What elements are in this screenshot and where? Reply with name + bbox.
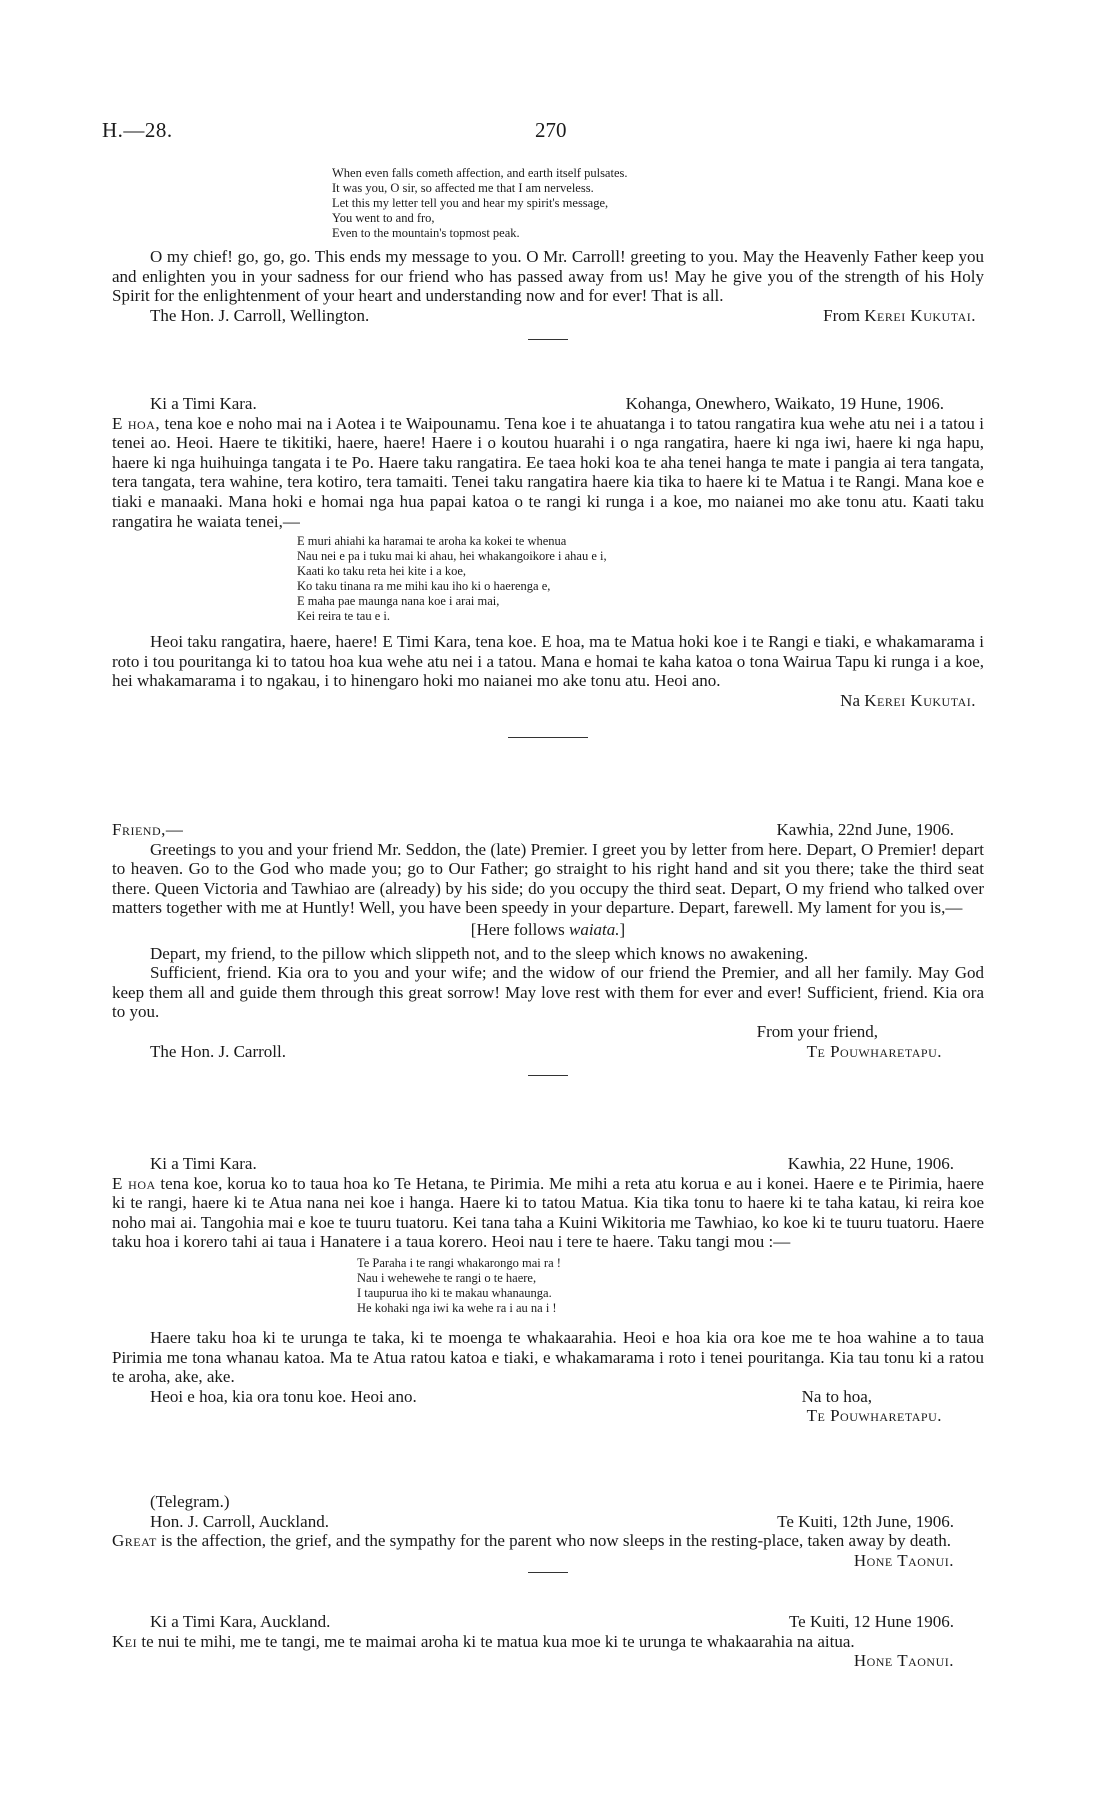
letter-heading (112, 1512, 984, 1532)
poem-line: Te Paraha i te rangi whakarongo mai ra ! (357, 1255, 561, 1270)
poem-line: Let this my letter tell you and hear my spirit's message, (332, 196, 609, 210)
addressee: Ki a Timi Kara, Auckland. (150, 1612, 331, 1631)
closing: From your friend, (756, 1021, 878, 1041)
section-divider (528, 1075, 568, 1076)
poem-line: When even falls cometh affection, and earth itself pulsates. (332, 166, 628, 180)
poem-line: Nau nei e pa i tuku mai ki ahau, hei whakangoikore i ahau e i, (297, 549, 607, 564)
section-kerei-maori (112, 394, 984, 738)
addressee: The Hon. J. Carroll, Wellington. (150, 305, 370, 325)
signature-line: From Kerei Kukutai. (823, 305, 976, 325)
letter-footer (112, 1042, 984, 1062)
letter-paragraph: Kei te nui te mihi, me te tangi, me te maimai aroha ki te matua kua moe ki te urunga te whakaarahia na aitua. (112, 1631, 855, 1651)
signature: Kerei Kukutai. (864, 305, 976, 325)
poem-line: Ko taku tinana ra me mihi kau iho ki o haerenga e, (297, 579, 551, 594)
place-date: Kohanga, Onewhero, Waikato, 19 Hune, 1906. (625, 394, 944, 413)
place-date: Te Kuiti, 12th June, 1906. (777, 1511, 954, 1531)
letter-paragraph: Depart, my friend, to the pillow which slippeth not, and to the sleep which knows no awakening. (150, 943, 809, 963)
salutation: Ki a Timi Kara. (150, 394, 257, 413)
letter-paragraph: Greetings to you and your friend Mr. Seddon, the (late) Premier. I greet you by letter from here. Depart, O Premier! depart to heaven. Go to the God who made you; go to Our Father; go straight to his right hand and sit you there; take the third seat there. Queen Victoria and Tawhiao are (already) by his side; do you occupy the third seat. Depart, O my friend who talked over matters together with me at Huntly! Well, you have been speedy in your departure. Depart, farewell. My lament for you is,— (112, 839, 984, 918)
lead-words: E hoa, (112, 413, 161, 433)
signature-line (112, 1551, 984, 1571)
section-pouwharetapu-maori (112, 1154, 984, 1426)
poem-line: You went to and fro, (332, 211, 435, 225)
addressee: Hon. J. Carroll, Auckland. (150, 1511, 329, 1531)
letter-paragraph: Heoi taku rangatira, haere, haere! E Timi Kara, tena koe. E hoa, ma te Matua hoki koe i te Rangi e tiaki, e whakamarama i roto i tou pouritanga ki to tatou hoa kua wehe atu nei i a tatou. Mana e homai te kaha katoa o tona Wairua Tapu ki runga i a koe, hei whakamarama i to ngakau, i to hinengaro hoki mo naianei mo ake tonu atu. Heoi ano. (112, 632, 984, 691)
poem-line: He kohaki nga iwi ka wehe ra i au na i ! (357, 1300, 557, 1315)
signature: Te Pouwharetapu. (806, 1406, 942, 1426)
poem-translation (112, 166, 984, 241)
signature-line (112, 1406, 984, 1426)
letter-heading (112, 1612, 984, 1632)
document-reference: H.—28. (102, 118, 173, 142)
section-divider (528, 339, 568, 340)
signature-line (112, 1651, 984, 1671)
lead-words: Great (112, 1531, 157, 1551)
poem-line: Even to the mountain's topmost peak. (332, 226, 520, 240)
waiata (112, 1256, 984, 1316)
place-date: Kawhia, 22 Hune, 1906. (787, 1154, 954, 1173)
section-divider (528, 1572, 568, 1573)
letter-heading (112, 1154, 984, 1174)
poem-line: Nau i wehewehe te rangi o te haere, (357, 1270, 537, 1285)
lead-words: Kei (112, 1631, 138, 1651)
poem-line: E maha pae maunga nana koe i arai mai, (297, 594, 500, 609)
lead-words: E hoa (112, 1173, 156, 1193)
letter-closing (112, 1387, 984, 1407)
poem-line: Kei reira te tau e i. (297, 609, 391, 624)
closing-right: Na to hoa, (801, 1386, 872, 1406)
section-friend-english (112, 820, 984, 1076)
signature: Hone Taonui. (853, 1651, 954, 1671)
letter-paragraph: E hoa tena koe, korua ko to taua hoa ko Te Hetana, te Pirimia. Me mihi a reta atu korua e au i konei. Haere e te Pirimia, haere ki te rangi, haere ki te Atua nana nei koe i hanga. Haere ki to tatou Matua. Kia tika tonu to haere ki te taha katau, ki reira koe noho mai ai. Tangohia mai e koe te tuuru tuatoru. Kei tana taha a Kuini Wikitoria me Tawhiao, ko koe ki te tuuru tuatoru. Haere taku hoa i korero tahi ai taua i Hanatere i a taua korero. Heoi nau i tere te haere. Taku tangi mou :— (112, 1173, 984, 1252)
section-telegram-english (112, 1492, 984, 1573)
letter-footer (112, 306, 984, 326)
salutation: Ki a Timi Kara. (150, 1154, 257, 1173)
page-number: 270 (535, 118, 567, 142)
signature: Hone Taonui. (853, 1550, 954, 1570)
letter-paragraph: Haere taku hoa ki te urunga te taka, ki te moenga te whakaarahia. Heoi e hoa kia ora koe me te hoa wahine a to taua Pirimia me tona whanau katoa. Ma te Atua ratou katoa e tiaki, e whakamarama i roto i tenei pouritanga. Kia tau tonu ki a ratou te aroha, ake, ake. (112, 1327, 984, 1387)
signature-line: Na Kerei Kukutai. (840, 690, 976, 710)
waiata (112, 534, 984, 624)
poem-line: It was you, O sir, so affected me that I am nerveless. (332, 181, 594, 195)
signature: Kerei Kukutai. (864, 690, 976, 710)
closing-left: Heoi e hoa, kia ora tonu koe. Heoi ano. (150, 1386, 417, 1406)
poem-line: Kaati ko taku reta hei kite i a koe, (297, 564, 467, 579)
letter-paragraph: Sufficient, friend. Kia ora to you and your wife; and the widow of our friend the Premier, and all her family. May God keep them all and guide them through this great sorrow! May love rest with them for ever and ever! Sufficient, friend. Kia ora to you. (112, 963, 984, 1022)
letter-paragraph: O my chief! go, go, go. This ends my message to you. O Mr. Carroll! greeting to you. May the Heavenly Father keep you and enlighten you in your sadness for our friend who has passed away from us! May he give you of the strength of his Holy Spirit for the enlightenment of your heart and understanding now and for ever! That is all. (112, 247, 984, 306)
letter-paragraph: E hoa, tena koe e noho mai na i Aotea i te Waipounamu. Tena koe i te ahuatanga i to tatou rangatira kua wehe atu nei i a tatou i tenei ao. Heoi. Haere te tikitiki, haere, haere! Haere i o koutou huarahi i o nga rangatira, haere ki nga iwi, haere ki nga hapu, haere ki nga huihuinga tangata i te Po. Haere taku rangatira. Ee taea hoki koa te aha tenei hanga te mate i pangia ai tera tangata, tera tangata, tera wahine, tera kotiro, tera tamaiti. Tenei taku rangatira haere kia tika to haere ki te Matua i te Rangi. Mana koe e tiaki e manaaki. Mana hoki e homai nga hua papai katoa o te rangi ki runga i a koe, mo naianei mo ake tonu atu. Kaati taku rangatira he waiata tenei,— (112, 413, 984, 531)
poem-line: E muri ahiahi ka haramai te aroha ka kokei te whenua (297, 534, 567, 549)
place-date: Kawhia, 22nd June, 1906. (776, 820, 954, 839)
telegram-label: (Telegram.) (150, 1492, 230, 1511)
signature: Te Pouwharetapu. (806, 1041, 942, 1061)
addressee: The Hon. J. Carroll. (150, 1041, 286, 1061)
letter-heading (112, 394, 984, 414)
salutation: Friend,— (112, 820, 184, 839)
editorial-note: [Here follows waiata.] (470, 919, 626, 939)
place-date: Te Kuiti, 12 Hune 1906. (788, 1612, 954, 1631)
letter-heading (112, 820, 984, 840)
section-divider (508, 737, 588, 738)
section-carroll-translation (112, 166, 984, 340)
section-telegram-maori (112, 1612, 984, 1671)
poem-line: I taupurua iho ki te makau whanaunga. (357, 1285, 552, 1300)
letter-paragraph: Great is the affection, the grief, and the sympathy for the parent who now sleeps in the resting-place, taken away by death. (112, 1531, 951, 1551)
